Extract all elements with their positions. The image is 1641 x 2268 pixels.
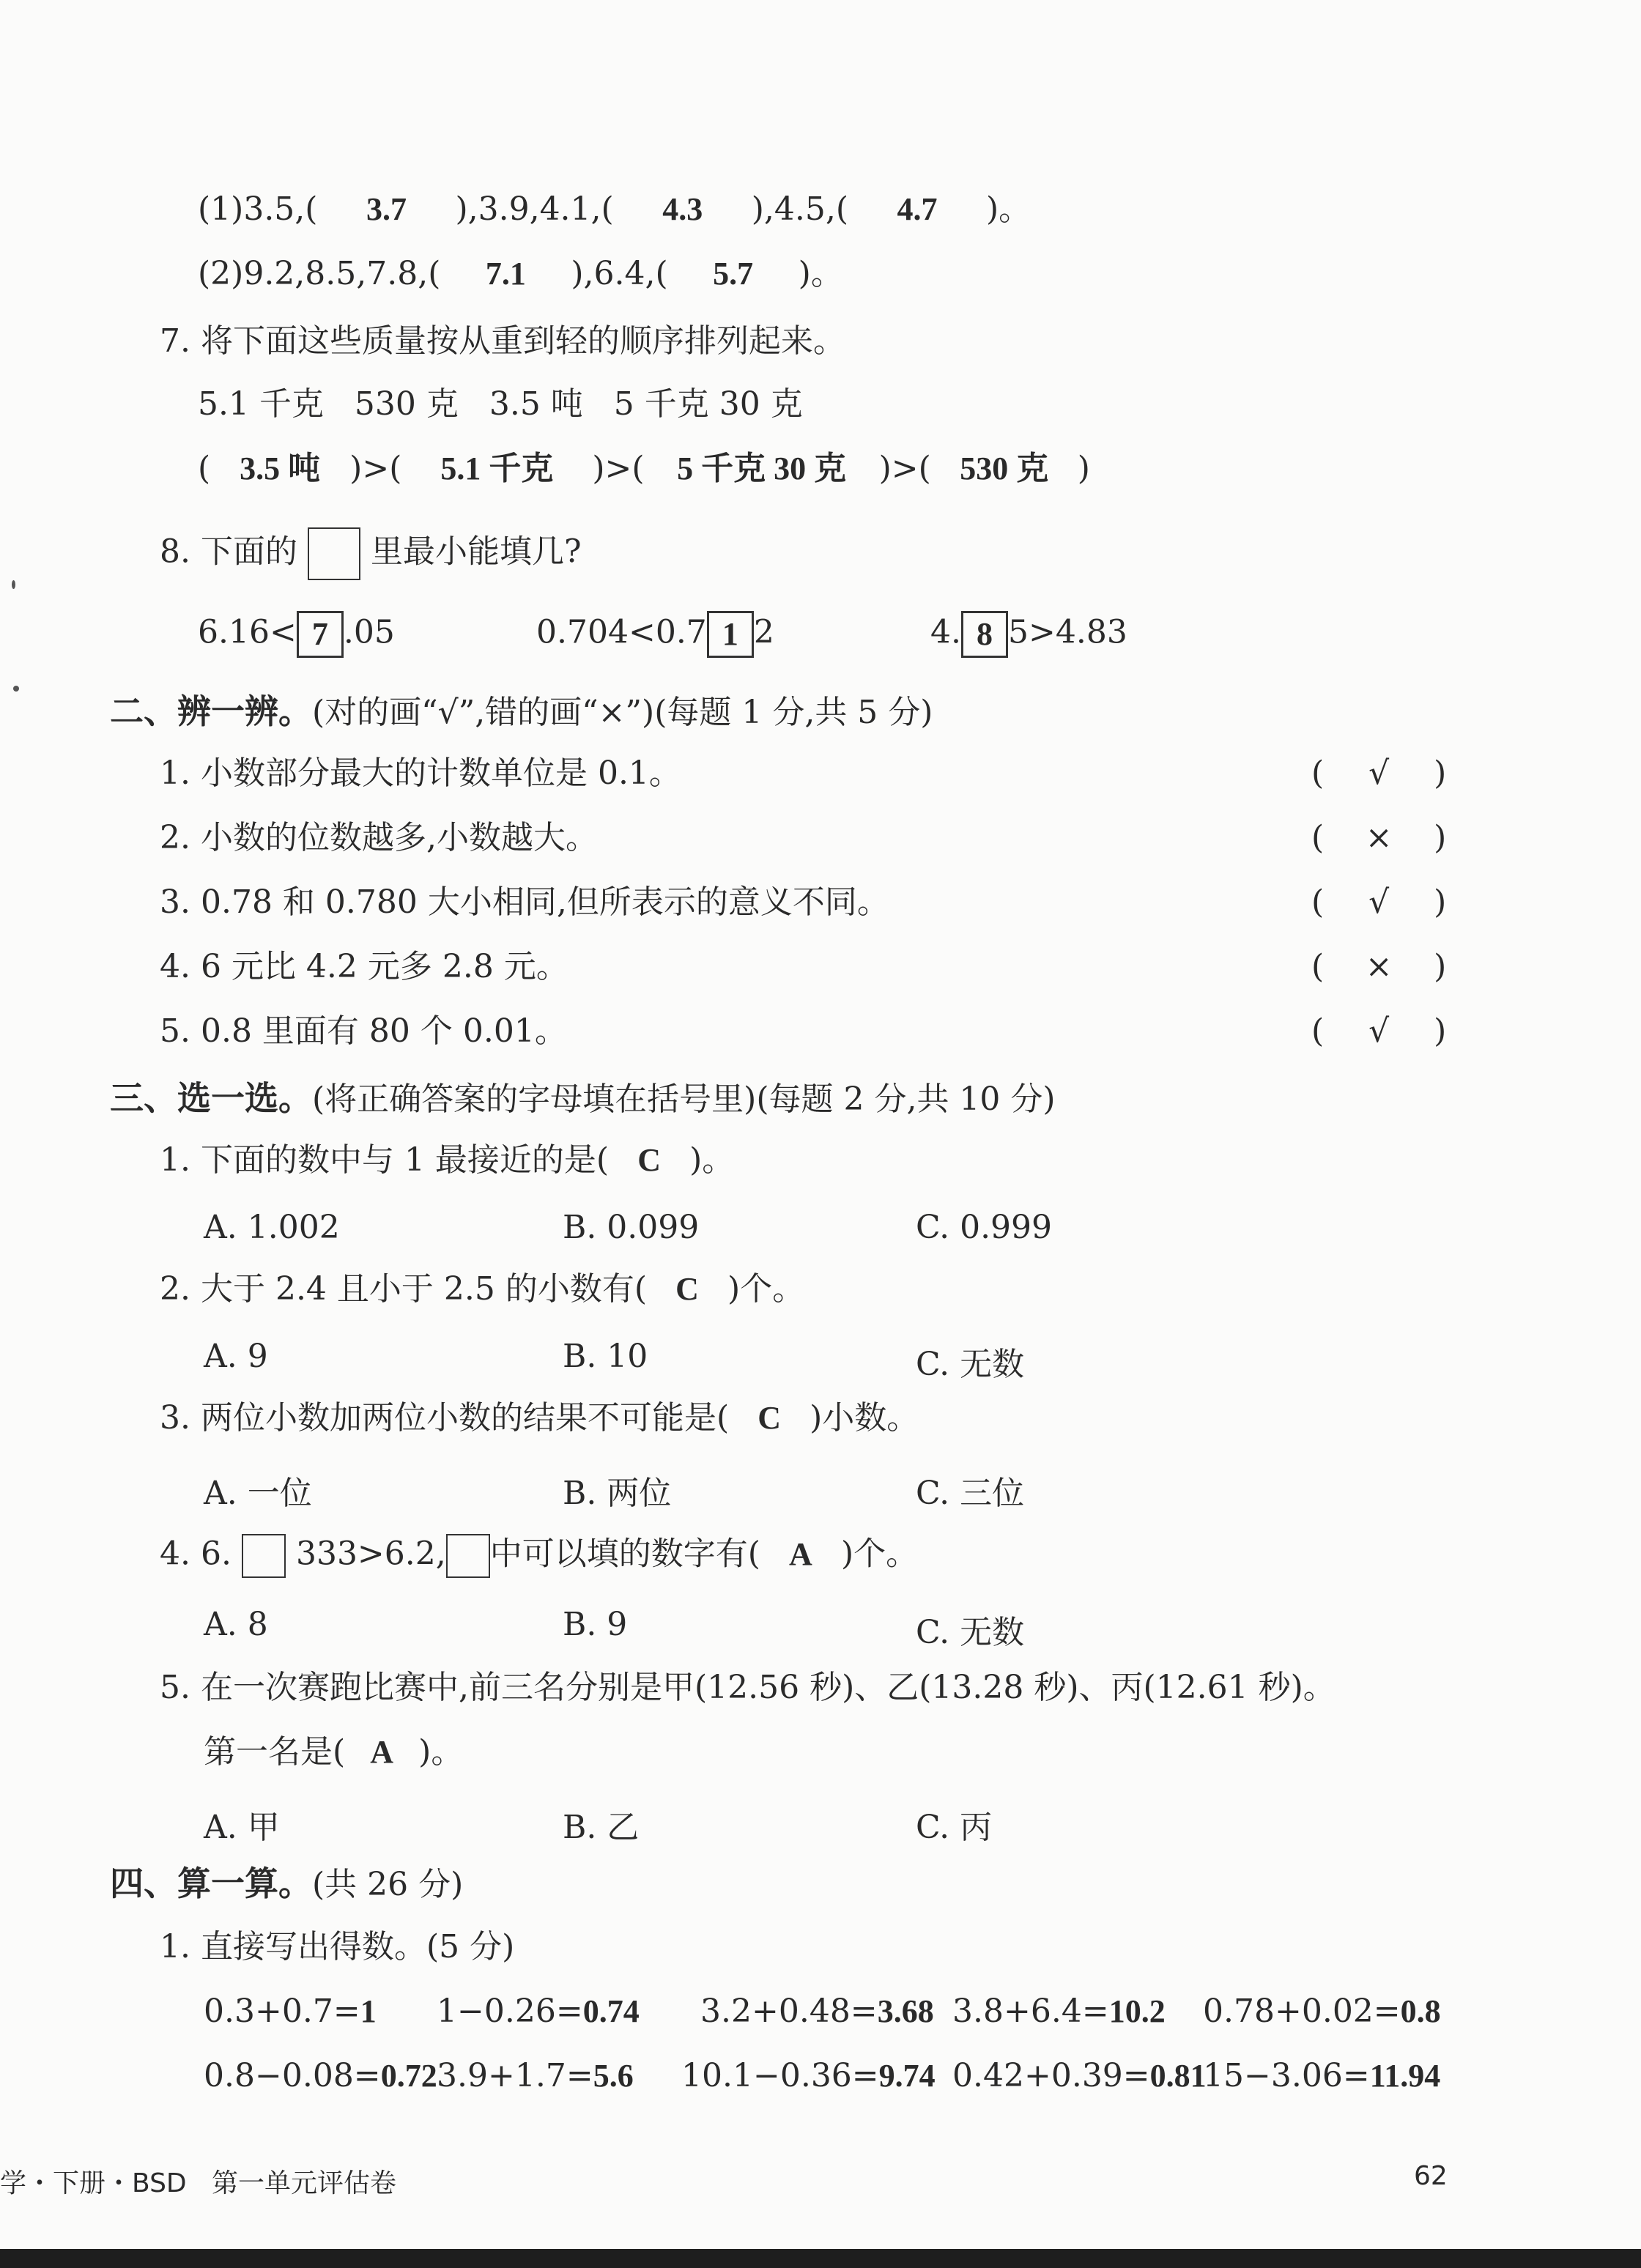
q8-e3-post: 5>4.83 [1007, 613, 1127, 651]
q6-line2-answer-2: 5.7 [713, 256, 754, 292]
sec3-q4-option-c: C. 无数 [916, 1614, 1025, 1651]
calc-expr: 0.3+0.7= [204, 1993, 360, 2030]
sec3-q5-line1: 5. 在一次赛跑比赛中,前三名分别是甲(12.56 秒)、乙(13.28 秒)、丙(12.61 秒)。 [160, 1669, 1336, 1706]
calc-answer: 10.2 [1108, 1993, 1166, 2029]
sec3-q3-option-b: B. 两位 [563, 1475, 672, 1512]
section3-header [110, 1078, 1056, 1118]
section4-header [110, 1864, 464, 1903]
q6-line1-prefix: (1)3.5,( [198, 190, 318, 228]
q6-line2 [198, 255, 843, 292]
sec3-q4-mid1: 333>6.2, [295, 1535, 446, 1573]
q6-line1-answer-1: 3.7 [366, 191, 407, 227]
sec4-row2-item-5 [1203, 2057, 1441, 2094]
calc-answer: 5.6 [593, 2058, 634, 2094]
sec3-q3-option-a: A. 一位 [204, 1475, 312, 1512]
sec3-q1-option-a: A. 1.002 [204, 1209, 340, 1246]
calc-answer: 0.74 [582, 1993, 640, 2029]
scan-speck [13, 686, 19, 692]
q7-title: 7. 将下面这些质量按从重到轻的顺序排列起来。 [160, 322, 845, 360]
calc-expr: 10.1−0.36= [681, 2057, 879, 2094]
calc-answer: 9.74 [878, 2058, 936, 2094]
calc-expr: 15−3.06= [1203, 2057, 1370, 2094]
q7-answer-3: 5 千克 30 克 [677, 451, 847, 486]
sec3-q4-option-b: B. 9 [563, 1606, 628, 1643]
q7-answer-4: 530 克 [960, 451, 1049, 486]
sec3-q3-answer: C [757, 1400, 782, 1436]
sec3-q1-answer: C [637, 1142, 661, 1178]
q6-line1-mid1: ),3.9,4.1,( [455, 190, 614, 228]
q8-e2-pre: 0.704<0.7 [536, 613, 707, 651]
sec4-row1-item-1 [204, 1995, 377, 2028]
q6-line1-suffix: )。 [985, 190, 1031, 228]
sec2-item-2: 2. 小数的位数越多,小数越大。 [160, 819, 598, 856]
q6-line2-answer-1: 7.1 [485, 256, 526, 292]
sec2-item-3-answer: ( √ ) [1311, 883, 1447, 921]
sec3-q5-option-a: A. 甲 [204, 1809, 280, 1846]
sec2-item-4-answer: ( × ) [1311, 948, 1447, 985]
sec3-q5-line2 [204, 1733, 464, 1771]
sec4-row1-item-5 [1203, 1995, 1441, 2028]
sec2-item-2-answer: ( × ) [1311, 819, 1447, 856]
sec3-q2-post: )个。 [727, 1270, 805, 1308]
scan-speck [12, 580, 15, 589]
sec3-q5-text: 第一名是( [204, 1733, 346, 1771]
calc-answer: 11.94 [1369, 2058, 1441, 2094]
section3-note: (将正确答案的字母填在括号里)(每题 2 分,共 10 分) [312, 1081, 1056, 1118]
calc-expr: 0.42+0.39= [952, 2057, 1150, 2094]
sec3-q4-answer: A [789, 1535, 812, 1572]
sec3-q1-post: )。 [689, 1141, 735, 1179]
sec4-row1-item-4 [952, 1995, 1166, 2028]
q6-line2-suffix: )。 [798, 255, 843, 292]
sec3-q4 [160, 1534, 918, 1578]
sec3-q4-option-a: A. 8 [204, 1606, 268, 1643]
sec3-q3-text: 3. 两位小数加两位小数的结果不可能是( [160, 1399, 730, 1437]
section3-heading: 三、选一选。 [110, 1078, 312, 1118]
q8-expr-2 [536, 611, 774, 658]
q8-title-post: 里最小能填几? [370, 533, 582, 571]
sec3-q5-answer: A [370, 1734, 394, 1770]
sec3-q5-option-b: B. 乙 [563, 1809, 640, 1846]
sec4-row2-item-1 [204, 2057, 437, 2094]
sec3-q2-text: 2. 大于 2.4 且小于 2.5 的小数有( [160, 1270, 648, 1308]
calc-answer: 0.8 [1400, 1993, 1441, 2029]
sec4-row1-item-2 [437, 1995, 640, 2028]
q8-e3-pre: 4. [930, 613, 961, 651]
q7-answer-2: 5.1 千克 [440, 451, 554, 486]
q7-items: 5.1 千克 530 克 3.5 吨 5 千克 30 克 [198, 385, 803, 423]
sec3-q2 [160, 1270, 805, 1308]
sec2-item-4: 4. 6 元比 4.2 元多 2.8 元。 [160, 948, 568, 985]
sec3-q2-answer: C [675, 1271, 699, 1307]
sec4-row2-item-4 [952, 2057, 1207, 2094]
calc-expr: 3.2+0.48= [700, 1993, 878, 2030]
sec3-q5-post: )。 [418, 1733, 464, 1771]
sec3-q1 [160, 1141, 735, 1179]
q8-e1-box: 7 [297, 611, 344, 658]
q8-expr-1 [198, 611, 395, 658]
q8-expr-3 [930, 611, 1127, 658]
q8-blank-box-icon [308, 527, 360, 580]
calc-expr: 0.8−0.08= [204, 2057, 381, 2094]
sec2-item-5-answer: ( √ ) [1311, 1012, 1447, 1050]
q7-answer-1: 3.5 吨 [240, 451, 321, 486]
q6-line1-answer-3: 4.7 [897, 191, 938, 227]
q6-line1-answer-2: 4.3 [662, 191, 703, 227]
sec3-q1-text: 1. 下面的数中与 1 最接近的是( [160, 1141, 610, 1179]
sec4-row1-item-3 [700, 1995, 934, 2028]
q7-answer-line: ( 3.5 吨 )>( 5.1 千克 )>( 5 千克 30 克 )>( 530 克 ) [198, 450, 1090, 487]
sec3-q4-post: )个。 [840, 1535, 919, 1573]
section4-heading: 四、算一算。 [110, 1864, 312, 1903]
q8-title [160, 527, 582, 580]
sec3-q3-post: )小数。 [810, 1399, 919, 1437]
q6-line1 [198, 190, 1031, 228]
sec3-q3-option-c: C. 三位 [916, 1475, 1025, 1512]
sec2-item-1-answer: ( √ ) [1311, 755, 1447, 792]
section2-note: (对的画“√”,错的画“×”)(每题 1 分,共 5 分) [312, 694, 933, 731]
calc-expr: 3.9+1.7= [437, 2057, 593, 2094]
q8-e1-post: .05 [343, 613, 395, 651]
calc-answer: 1 [360, 1993, 377, 2029]
q8-e1-pre: 6.16< [198, 613, 297, 651]
sec3-q4-mid2: 中可以填的数字有( [489, 1535, 760, 1573]
sec2-item-5: 5. 0.8 里面有 80 个 0.01。 [160, 1012, 567, 1050]
q8-e3-box: 8 [961, 611, 1008, 658]
sec2-item-3: 3. 0.78 和 0.780 大小相同,但所表示的意义不同。 [160, 883, 889, 921]
sec2-item-1: 1. 小数部分最大的计数单位是 0.1。 [160, 755, 681, 792]
q8-e2-post: 2 [753, 613, 774, 651]
sec3-q2-option-c: C. 无数 [916, 1346, 1025, 1383]
section2-heading: 二、辨一辨。 [110, 692, 312, 731]
sec3-q2-option-b: B. 10 [563, 1338, 648, 1375]
sec3-q2-option-a: A. 9 [204, 1338, 268, 1375]
calc-expr: 3.8+6.4= [952, 1993, 1109, 2030]
footer-book-info: 学・下册・BSD 第一单元评估卷 [0, 2168, 396, 2198]
sec4-row2-item-2 [437, 2057, 634, 2094]
page-number: 62 [1414, 2161, 1448, 2191]
sec3-q3 [160, 1399, 919, 1437]
q6-line2-prefix: (2)9.2,8.5,7.8,( [198, 255, 441, 292]
scan-bottom-edge [0, 2249, 1641, 2268]
sec3-q4-blank-box-2 [446, 1534, 490, 1578]
sec4-q1-title: 1. 直接写出得数。(5 分) [160, 1928, 515, 1965]
sec3-q4-pre: 4. 6. [160, 1535, 231, 1573]
q8-e2-box: 1 [707, 611, 754, 658]
calc-answer: 0.81 [1149, 2058, 1207, 2094]
sec3-q5-option-c: C. 丙 [916, 1809, 993, 1846]
sec4-row2-item-3 [681, 2057, 936, 2094]
q6-line1-mid2: ),4.5,( [751, 190, 848, 228]
q8-title-pre: 8. 下面的 [160, 533, 297, 571]
calc-answer: 0.72 [380, 2058, 437, 2094]
calc-expr: 0.78+0.02= [1203, 1993, 1401, 2030]
sec3-q1-option-c: C. 0.999 [916, 1209, 1053, 1246]
calc-answer: 3.68 [877, 1993, 934, 2029]
sec3-q1-option-b: B. 0.099 [563, 1209, 700, 1246]
calc-expr: 1−0.26= [437, 1993, 583, 2030]
section4-note: (共 26 分) [312, 1866, 464, 1903]
section2-header [110, 694, 933, 729]
sec3-q4-blank-box-1 [242, 1534, 286, 1578]
q6-line2-mid1: ),6.4,( [571, 255, 668, 292]
